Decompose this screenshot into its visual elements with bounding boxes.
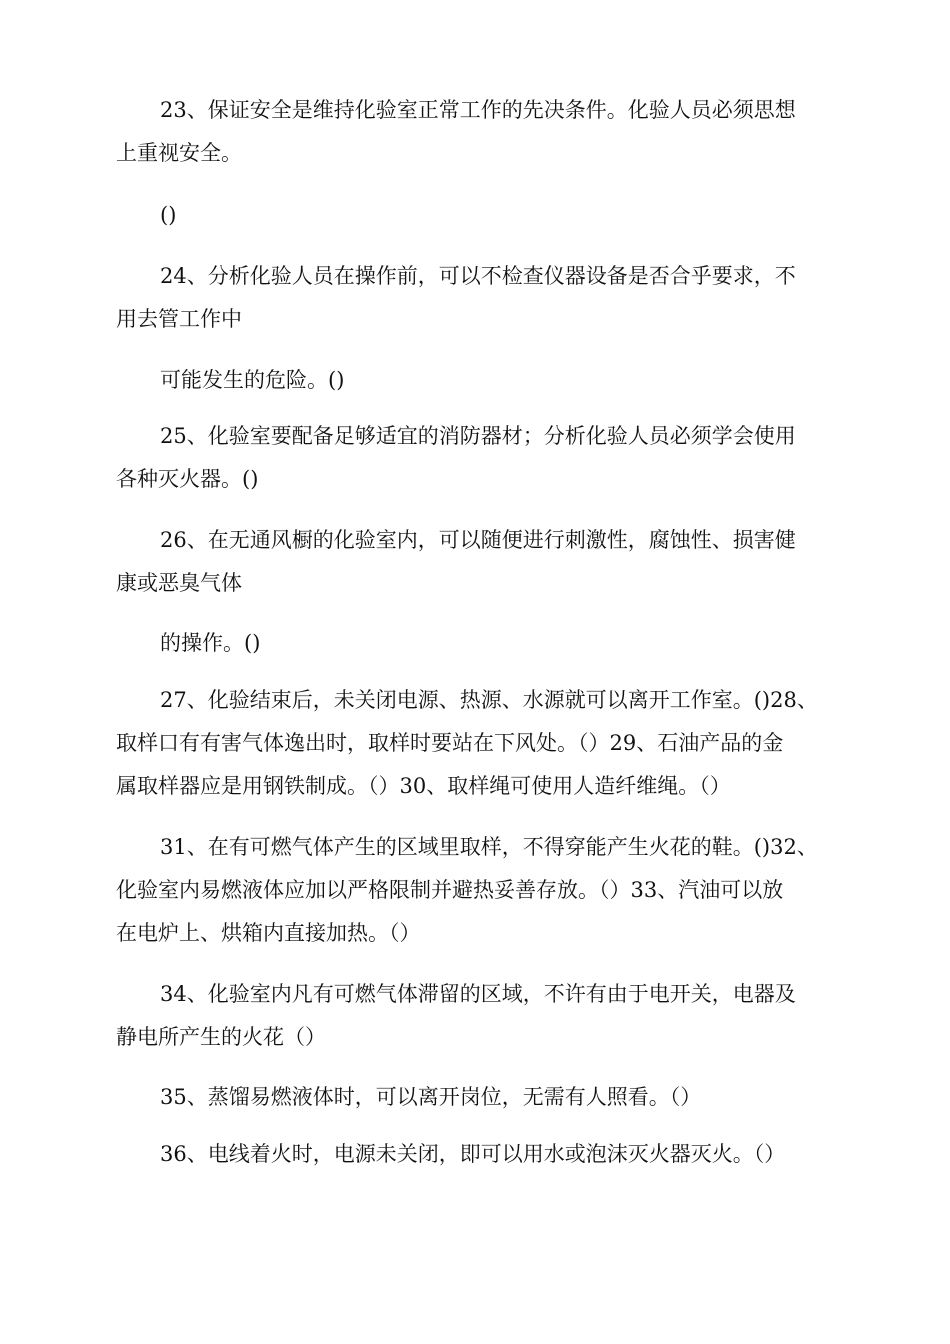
question-34-line-1: 34、化验室内凡有可燃气体滞留的区域，不许有由于电开关，电器及	[160, 982, 796, 1006]
question-26-continuation: 的操作。()	[160, 631, 261, 655]
questions-27-30-line-1: 27、化验结束后，未关闭电源、热源、水源就可以离开工作室。()28、	[160, 688, 818, 712]
question-25-line-1: 25、化验室要配备足够适宜的消防器材；分析化验人员必须学会使用	[160, 424, 796, 448]
question-23-line-1: 23、保证安全是维持化验室正常工作的先决条件。化验人员必须思想	[160, 98, 796, 122]
questions-31-33-line-3: 在电炉上、烘箱内直接加热。（）	[116, 921, 421, 945]
questions-27-30-line-2: 取样口有有害气体逸出时，取样时要站在下风处。（）29、石油产品的金	[116, 731, 784, 755]
question-25-line-2: 各种灭火器。()	[116, 467, 259, 491]
question-26-line-1: 26、在无通风橱的化验室内，可以随便进行刺激性，腐蚀性、损害健	[160, 528, 796, 552]
question-24-line-2: 用去管工作中	[116, 307, 242, 331]
question-26-line-2: 康或恶臭气体	[116, 571, 242, 595]
question-36-line-1: 36、电线着火时，电源未关闭，即可以用水或泡沫灭火器灭火。（）	[160, 1142, 786, 1166]
questions-31-33-line-2: 化验室内易燃液体应加以严格限制并避热妥善存放。（）33、汽油可以放	[116, 878, 784, 902]
question-24-continuation: 可能发生的危险。()	[160, 368, 345, 392]
questions-27-30-line-3: 属取样器应是用钢铁制成。（）30、取样绳可使用人造纤维绳。（）	[116, 774, 731, 798]
answer-blank-23: ()	[160, 203, 177, 227]
question-35-line-1: 35、蒸馏易燃液体时，可以离开岗位，无需有人照看。（）	[160, 1085, 702, 1109]
question-24-line-1: 24、分析化验人员在操作前，可以不检查仪器设备是否合乎要求，不	[160, 264, 796, 288]
question-23-line-2: 上重视安全。	[116, 141, 242, 165]
questions-31-33-line-1: 31、在有可燃气体产生的区域里取样，不得穿能产生火花的鞋。()32、	[160, 835, 818, 859]
question-34-line-2: 静电所产生的火花（）	[116, 1025, 326, 1049]
